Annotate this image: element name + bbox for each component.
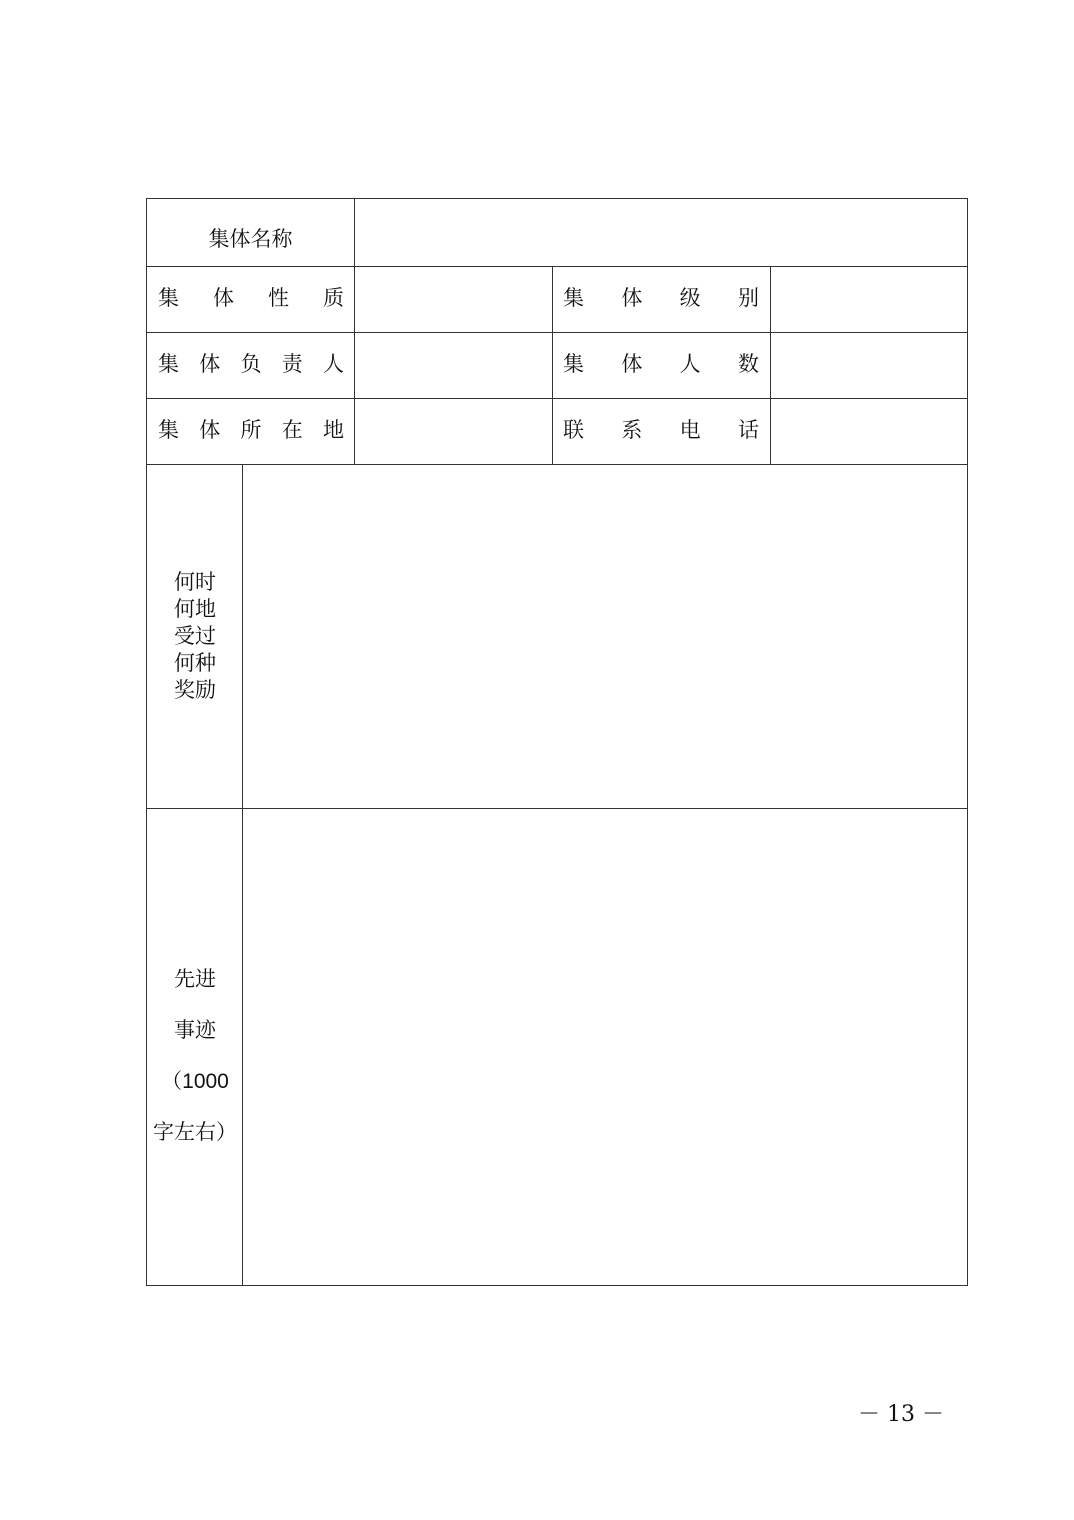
group-name-value[interactable] [355, 199, 967, 266]
group-headcount-label: 集 体 人 数 [563, 352, 759, 376]
group-name-label: 集体名称 [208, 227, 293, 251]
group-location-value[interactable] [355, 399, 552, 464]
group-leader-label: 集 体 负 责 人 [158, 352, 344, 376]
group-location-label: 集 体 所 在 地 [158, 418, 344, 442]
group-headcount-value[interactable] [771, 333, 967, 398]
awards-value[interactable] [243, 465, 967, 808]
page-number: － 13 － [858, 1402, 944, 1427]
deeds-label: 先进 事迹 （1000 字左右） [153, 967, 237, 1144]
group-leader-value[interactable] [355, 333, 552, 398]
contact-phone-value[interactable] [771, 399, 967, 464]
group-nature-value[interactable] [355, 267, 552, 332]
group-level-label: 集 体 级 别 [563, 286, 759, 310]
deeds-value[interactable] [243, 809, 967, 1285]
contact-phone-label: 联 系 电 话 [563, 418, 759, 442]
column-divider [552, 266, 553, 465]
group-nature-label: 集 体 性 质 [158, 286, 344, 310]
group-level-value[interactable] [771, 267, 967, 332]
awards-label: 何时 何地 受过 何种 奖励 [174, 570, 216, 702]
registration-form-table [146, 198, 968, 1286]
